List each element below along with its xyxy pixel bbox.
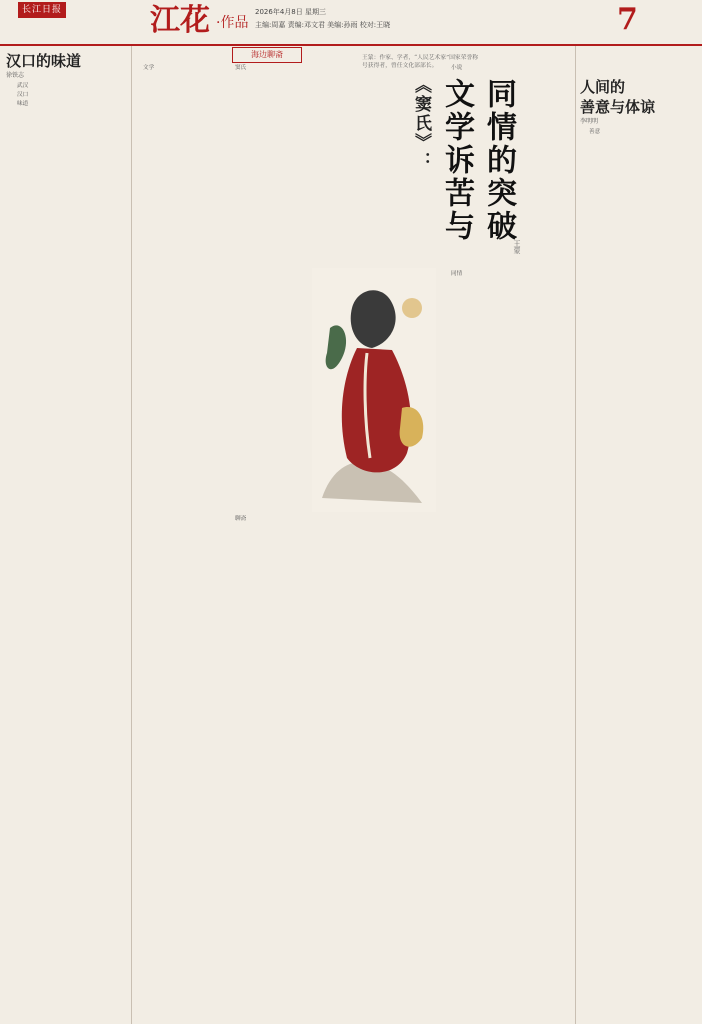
masthead <box>0 0 702 46</box>
paper-logo: 长江日报 <box>18 2 66 18</box>
left-article-author: 徐铁志 <box>6 72 25 79</box>
left-article-body <box>6 82 130 1017</box>
paragraph: 聊斋 <box>235 516 247 522</box>
right-article-title-line-1: 人间的 <box>580 78 626 96</box>
paragraph: 窦氏 <box>235 65 247 71</box>
feature-column-1 <box>132 64 220 1010</box>
paragraph: 善意 <box>589 129 601 135</box>
feature-column-2 <box>224 64 310 510</box>
column-tag: 海边聊斋 <box>232 47 302 63</box>
paragraph: 小说 <box>451 65 463 71</box>
section-title: 江花 <box>150 3 210 38</box>
feature-column-4 <box>440 270 574 1015</box>
editors-line: 主编:周嘉 责编:邓文君 美编:孙雨 校对:王晓 <box>255 21 391 29</box>
page-number: 7 <box>617 2 638 37</box>
right-article-author: 李明明 <box>580 118 599 125</box>
headline-line-1: 文学诉苦与 <box>439 78 474 243</box>
headline-line-2: 同情的突破 <box>481 78 516 243</box>
feature-column-5 <box>440 64 574 264</box>
headline-prefix: 《窦氏》： <box>411 76 431 171</box>
right-article-title-line-2: 善意与体谅 <box>580 98 656 116</box>
left-article-title: 汉口的味道 <box>6 52 82 70</box>
feature-column-3 <box>224 515 310 1015</box>
paragraph: 味道 <box>17 101 29 108</box>
author-note: 王蒙：作家、学者，“人民艺术家”国家荣誉称号获得者，曾任文化部部长。 <box>362 55 479 69</box>
right-article-body <box>578 128 696 1018</box>
illustration-figure <box>312 268 436 512</box>
section-subtitle: ·作品 <box>216 15 249 31</box>
paragraph: 同情 <box>451 271 463 277</box>
paragraph: 汉口 <box>17 92 29 99</box>
paragraph: 武汉 <box>17 83 29 89</box>
paragraph: 文学 <box>143 65 155 71</box>
date-line: 2026年4月8日 星期三 <box>255 8 326 16</box>
column-divider <box>575 46 576 1024</box>
feature-author: 王蒙 <box>513 240 521 254</box>
